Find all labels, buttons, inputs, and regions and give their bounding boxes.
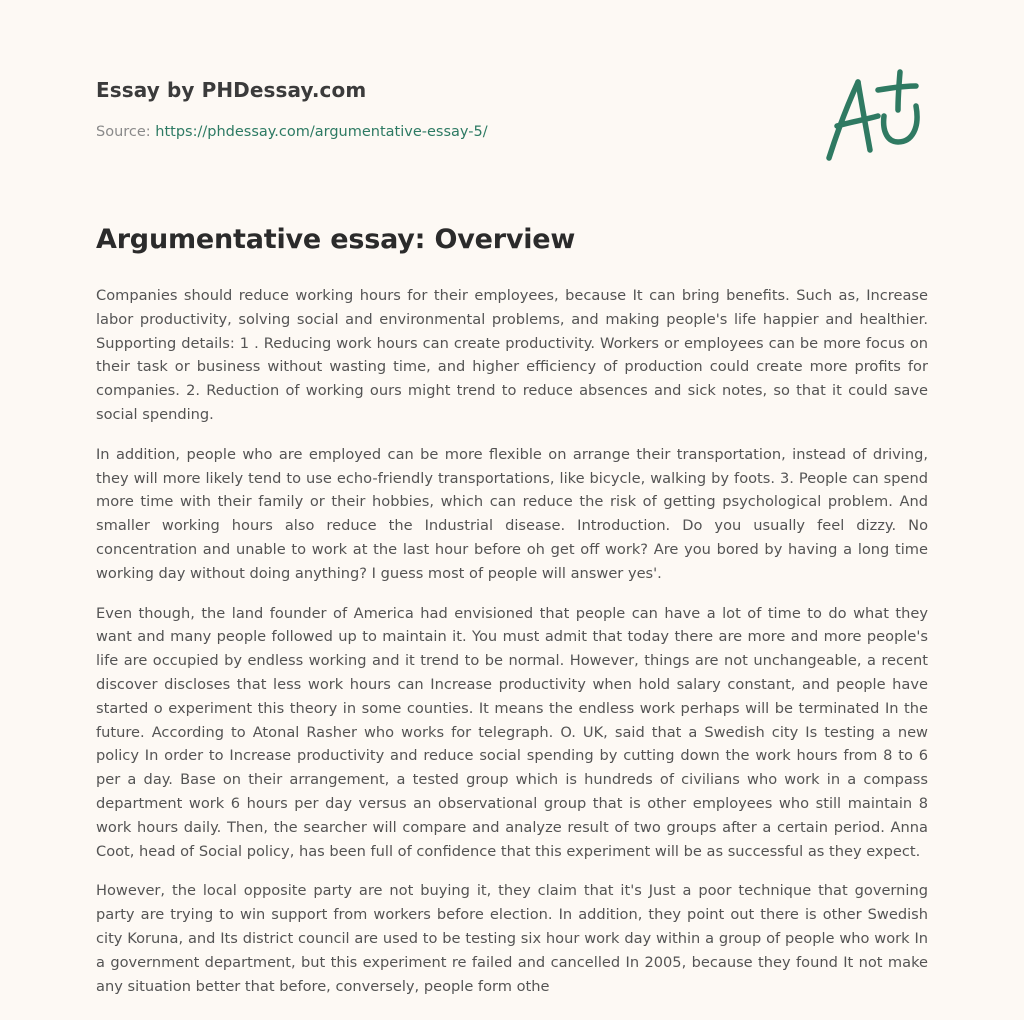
source-label: Source: [96,124,156,140]
source-link[interactable]: https://phdessay.com/argumentative-essay-5/ [155,124,488,140]
essay-body [96,284,928,1014]
page-header [96,78,796,140]
source-line [96,124,796,140]
essay-paragraph: However, the local opposite party are not buying it, they claim that it's Just a poor technique that governing party are trying to win support from workers before election. In addition, they point out there is other Swedish city Koruna, and Its district council are used to be testing six hour work day within a group of people who work In a government department, but this experiment re failed and cancelled In 2005, because they found It not make any situation better that before, conversely, people form othe [96,882,928,995]
essay-paragraph: In addition, people who are employed can be more flexible on arrange their transportation, instead of driving, they will more likely tend to use echo-friendly transportations, like bicycle, walking by foots. 3. People can spend more time with their family or their hobbies, which can reduce the risk of getting psychological problem. And smaller working hours also reduce the Industrial disease. Introduction. Do you usually feel dizzy. No concentration and unable to work at the last hour before oh get off work? Are you bored by having a long time working day without doing anything? I guess most of people will answer yes'. [96,445,928,582]
site-title: Essay by PHDessay.com [96,78,367,102]
essay-paragraph: Companies should reduce working hours for their employees, because It can bring benefits. Such as, Increase labor productivity, solving social and environmental problems, and making people's life happier and healthier. Supporting details: 1 . Reducing work hours can create productivity. Workers or employees can be more focus on their task or business without wasting time, and higher efficiency of production could create more profits for companies. 2. Reduction of working ours might trend to reduce absences and sick notes, so that it could save social spending. [96,287,928,423]
essay-paragraph: Even though, the land founder of America had envisioned that people can have a lot of time to do what they want and many people followed up to maintain it. You must admit that today there are more and more people's life are occupied by endless working and it trend to be normal. However, things are not unchangeable, a recent discover discloses that less work hours can Increase productivity when hold salary constant, and people have started o experiment this theory in some counties. It means the endless work perhaps will be terminated In the future. According to Atonal Rasher who works for telegraph. O. UK, said that a Swedish city Is testing a new policy In order to Increase productivity and reduce social spending by cutting down the work hours from 8 to 6 per a day. Base on their arrangement, a tested group which is hundreds of civilians who work in a compass department work 6 hours per day versus an observational group that is other employees who still maintain 8 work hours daily. Then, the searcher will compare and analyze result of two groups after a certain period. Anna Coot, head of Social policy, has been full of confidence that this experiment will be as successful as they expect. [96,604,928,860]
essay-title: Argumentative essay: Overview [96,224,576,255]
a-plus-grade-icon [820,66,930,166]
